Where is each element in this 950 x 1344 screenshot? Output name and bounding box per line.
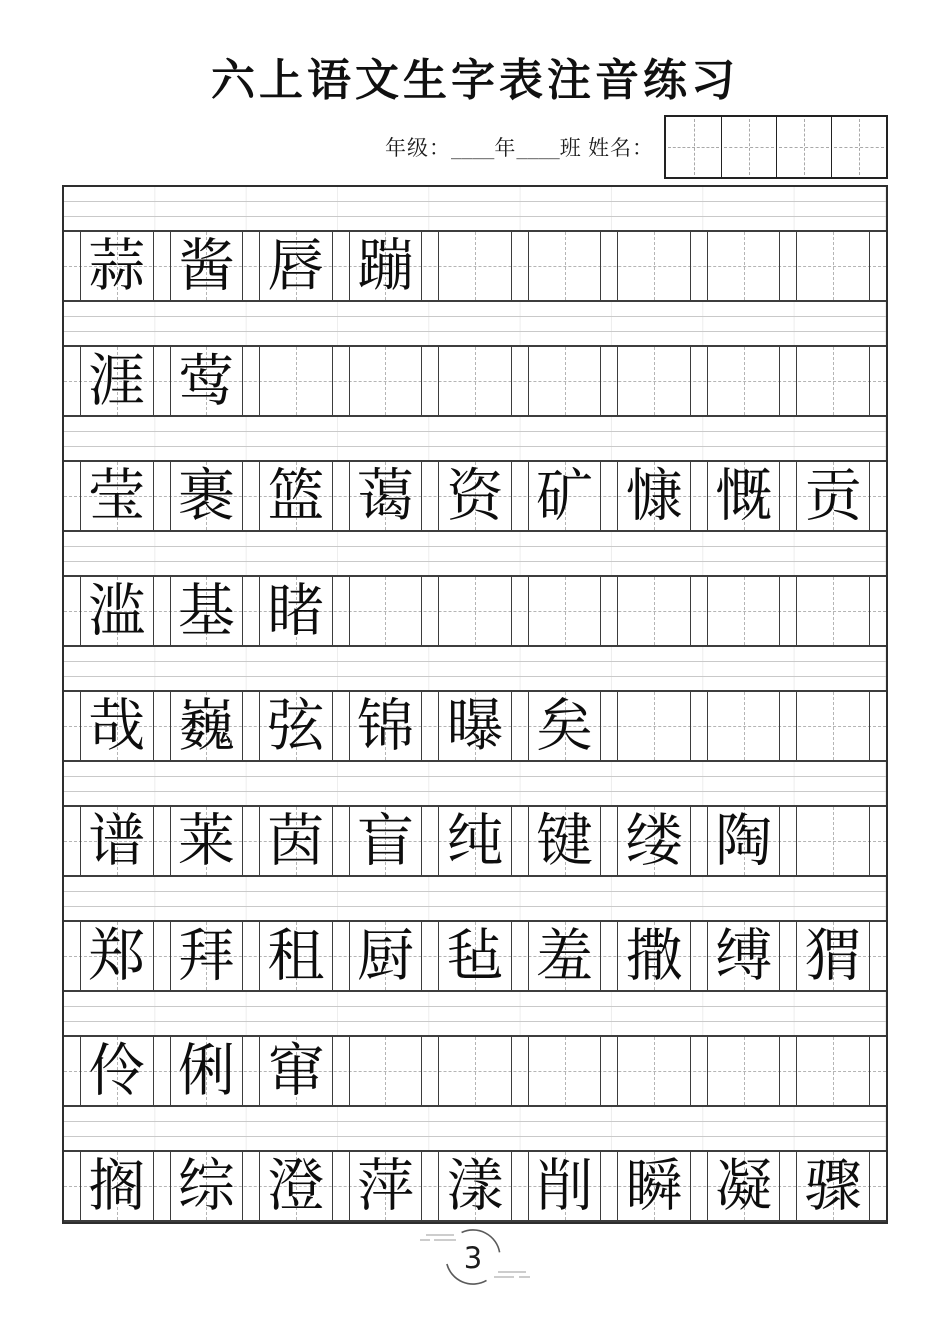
character: 哉 (88, 694, 146, 758)
box-spacer (64, 692, 80, 760)
character-box (528, 577, 602, 645)
box-spacer (780, 1037, 796, 1105)
character: 窜 (267, 1039, 325, 1103)
character-box (80, 692, 154, 760)
character: 缕 (625, 809, 683, 873)
box-spacer (691, 922, 707, 990)
pinyin-ruled-band (64, 417, 886, 460)
character-box (796, 1152, 870, 1220)
box-spacer (691, 1037, 707, 1105)
character: 滥 (88, 579, 146, 643)
year-blank: ____ (451, 139, 495, 160)
character: 酱 (177, 234, 235, 298)
box-spacer (333, 1037, 349, 1105)
box-spacer (601, 1152, 617, 1220)
character-box (170, 1037, 244, 1105)
character-box (170, 462, 244, 530)
character-box (438, 577, 512, 645)
box-spacer (422, 577, 438, 645)
box-spacer (243, 1152, 259, 1220)
box-spacer (512, 1152, 528, 1220)
character: 慷 (625, 464, 683, 528)
character-box (438, 1152, 512, 1220)
character-box (259, 347, 333, 415)
box-spacer (243, 347, 259, 415)
character-box (438, 922, 512, 990)
box-spacer (870, 347, 886, 415)
box-spacer (64, 807, 80, 875)
character: 谱 (88, 809, 146, 873)
character-box (259, 922, 333, 990)
character-box (259, 232, 333, 300)
character-box (170, 232, 244, 300)
character: 基 (177, 579, 235, 643)
pinyin-ruled-band (64, 877, 886, 920)
character-box (349, 922, 423, 990)
box-spacer (154, 462, 170, 530)
character-box (170, 577, 244, 645)
box-spacer (780, 347, 796, 415)
box-spacer (333, 1152, 349, 1220)
box-spacer (870, 922, 886, 990)
box-spacer (601, 1037, 617, 1105)
pinyin-ruled-band (64, 992, 886, 1035)
character: 矣 (536, 694, 594, 758)
character: 撒 (625, 924, 683, 988)
character-box (796, 577, 870, 645)
box-spacer (243, 232, 259, 300)
character-box (617, 232, 691, 300)
character-box (528, 807, 602, 875)
box-spacer (870, 807, 886, 875)
character-box (707, 232, 781, 300)
box-spacer (780, 462, 796, 530)
box-spacer (333, 462, 349, 530)
character-box (170, 692, 244, 760)
character: 篮 (267, 464, 325, 528)
box-spacer (691, 462, 707, 530)
box-spacer (512, 692, 528, 760)
box-spacer (870, 1037, 886, 1105)
character-box (707, 692, 781, 760)
box-spacer (691, 232, 707, 300)
character-box (259, 807, 333, 875)
character-box (796, 462, 870, 530)
character: 键 (536, 809, 594, 873)
pinyin-ruled-band (64, 1107, 886, 1150)
year-label: 年 (494, 136, 517, 160)
box-spacer (333, 692, 349, 760)
character: 猬 (804, 924, 862, 988)
character-box (528, 922, 602, 990)
box-spacer (601, 347, 617, 415)
character-box (170, 347, 244, 415)
box-spacer (512, 347, 528, 415)
character-box (528, 1037, 602, 1105)
character-box (349, 1037, 423, 1105)
character: 俐 (177, 1039, 235, 1103)
character: 唇 (267, 234, 325, 298)
practice-grid (62, 185, 888, 1224)
box-spacer (154, 577, 170, 645)
box-spacer (64, 347, 80, 415)
character-box (707, 1152, 781, 1220)
character: 陶 (715, 809, 773, 873)
character-box (349, 1152, 423, 1220)
box-spacer (154, 1152, 170, 1220)
character-box (617, 922, 691, 990)
character-box (259, 462, 333, 530)
box-spacer (691, 807, 707, 875)
box-spacer (154, 1037, 170, 1105)
box-spacer (512, 462, 528, 530)
character-box (796, 807, 870, 875)
character: 厨 (356, 924, 414, 988)
character: 缚 (715, 924, 773, 988)
character-box (796, 1037, 870, 1105)
character-box (259, 1037, 333, 1105)
box-spacer (422, 807, 438, 875)
box-spacer (64, 1152, 80, 1220)
student-info-header (62, 114, 888, 180)
character: 蔼 (356, 464, 414, 528)
box-spacer (870, 577, 886, 645)
box-spacer (64, 232, 80, 300)
box-spacer (422, 1037, 438, 1105)
character: 莱 (177, 809, 235, 873)
character: 蒜 (88, 234, 146, 298)
character-box (617, 1037, 691, 1105)
character-box (80, 577, 154, 645)
box-spacer (64, 577, 80, 645)
character: 涯 (88, 349, 146, 413)
box-spacer (422, 232, 438, 300)
character-box (796, 922, 870, 990)
class-blank: ____ (516, 139, 560, 160)
page-number: 3 (463, 1241, 483, 1275)
box-spacer (601, 577, 617, 645)
box-spacer (780, 577, 796, 645)
box-spacer (154, 232, 170, 300)
character: 萍 (356, 1154, 414, 1218)
box-spacer (243, 1037, 259, 1105)
box-spacer (601, 232, 617, 300)
box-spacer (780, 692, 796, 760)
character-box (438, 1037, 512, 1105)
character: 巍 (177, 694, 235, 758)
box-spacer (691, 1152, 707, 1220)
character-box (707, 347, 781, 415)
box-spacer (333, 807, 349, 875)
character: 锦 (356, 694, 414, 758)
character-box (796, 347, 870, 415)
box-spacer (870, 232, 886, 300)
box-spacer (422, 347, 438, 415)
name-grid (664, 115, 888, 179)
character-box (80, 1152, 154, 1220)
box-spacer (780, 232, 796, 300)
character-box (80, 232, 154, 300)
character-box (617, 347, 691, 415)
page-title: 六上语文生字表注音练习 (211, 56, 739, 105)
character: 综 (177, 1154, 235, 1218)
character-box (170, 807, 244, 875)
box-spacer (154, 692, 170, 760)
character: 瞬 (625, 1154, 683, 1218)
character: 郑 (88, 924, 146, 988)
box-spacer (422, 922, 438, 990)
character: 弦 (267, 694, 325, 758)
box-spacer (333, 347, 349, 415)
box-spacer (512, 1037, 528, 1105)
character: 盲 (356, 809, 414, 873)
name-grid-cell (721, 117, 776, 177)
box-spacer (422, 1152, 438, 1220)
box-spacer (870, 692, 886, 760)
box-spacer (243, 692, 259, 760)
box-spacer (154, 807, 170, 875)
character: 羞 (536, 924, 594, 988)
character: 裹 (177, 464, 235, 528)
box-spacer (601, 922, 617, 990)
character-box (259, 577, 333, 645)
character-box (349, 692, 423, 760)
character-box (528, 347, 602, 415)
character: 茵 (267, 809, 325, 873)
character-box (528, 462, 602, 530)
box-spacer (333, 577, 349, 645)
name-grid-cell (831, 117, 886, 177)
pinyin-ruled-band (64, 532, 886, 575)
character-row (64, 345, 886, 417)
character-box (349, 462, 423, 530)
box-spacer (154, 922, 170, 990)
character-box (796, 692, 870, 760)
pinyin-ruled-band (64, 187, 886, 230)
pinyin-ruled-band (64, 647, 886, 690)
box-spacer (64, 462, 80, 530)
box-spacer (691, 577, 707, 645)
cloud-marks-bottom-right (494, 1272, 530, 1277)
character-box (259, 1152, 333, 1220)
box-spacer (691, 347, 707, 415)
box-spacer (512, 807, 528, 875)
character-box (349, 807, 423, 875)
character-box (349, 232, 423, 300)
pinyin-ruled-band (64, 762, 886, 805)
box-spacer (243, 577, 259, 645)
character: 澄 (267, 1154, 325, 1218)
character-box (528, 232, 602, 300)
character-row (64, 1035, 886, 1107)
character-box (80, 922, 154, 990)
character-box (707, 577, 781, 645)
character: 凝 (715, 1154, 773, 1218)
character: 削 (536, 1154, 594, 1218)
character-box (438, 807, 512, 875)
character-box (617, 692, 691, 760)
box-spacer (243, 807, 259, 875)
box-spacer (780, 807, 796, 875)
character: 矿 (536, 464, 594, 528)
character: 伶 (88, 1039, 146, 1103)
box-spacer (870, 462, 886, 530)
box-spacer (691, 692, 707, 760)
character: 租 (267, 924, 325, 988)
box-spacer (601, 462, 617, 530)
character: 莺 (177, 349, 235, 413)
box-spacer (243, 462, 259, 530)
box-spacer (601, 692, 617, 760)
character-box (170, 1152, 244, 1220)
character: 慨 (715, 464, 773, 528)
character-row (64, 805, 886, 877)
character-box (438, 232, 512, 300)
character-box (617, 577, 691, 645)
character-box (349, 347, 423, 415)
character: 骤 (804, 1154, 862, 1218)
character-box (349, 577, 423, 645)
character: 拜 (177, 924, 235, 988)
box-spacer (422, 462, 438, 530)
character-row (64, 230, 886, 302)
character-box (707, 462, 781, 530)
character: 搁 (88, 1154, 146, 1218)
character-row (64, 1150, 886, 1222)
character-box (528, 1152, 602, 1220)
character: 毡 (446, 924, 504, 988)
character-box (438, 692, 512, 760)
box-spacer (333, 232, 349, 300)
box-spacer (333, 922, 349, 990)
box-spacer (422, 692, 438, 760)
box-spacer (512, 922, 528, 990)
box-spacer (870, 1152, 886, 1220)
pinyin-ruled-band (64, 302, 886, 345)
character: 纯 (446, 809, 504, 873)
character-box (438, 347, 512, 415)
student-info-labels (385, 132, 654, 162)
name-grid-cell (776, 117, 831, 177)
box-spacer (780, 1152, 796, 1220)
character-box (617, 462, 691, 530)
box-spacer (512, 232, 528, 300)
box-spacer (64, 1037, 80, 1105)
character-box (707, 1037, 781, 1105)
character-box (259, 692, 333, 760)
box-spacer (64, 922, 80, 990)
character: 睹 (267, 579, 325, 643)
character: 莹 (88, 464, 146, 528)
character-box (80, 462, 154, 530)
box-spacer (512, 577, 528, 645)
page-number-stamp (410, 1214, 540, 1300)
box-spacer (780, 922, 796, 990)
character-row (64, 460, 886, 532)
character: 贡 (804, 464, 862, 528)
character-box (80, 347, 154, 415)
character: 漾 (446, 1154, 504, 1218)
character-box (617, 1152, 691, 1220)
grade-label: 年级： (385, 136, 452, 160)
name-label: 姓名： (588, 136, 654, 160)
character-box (707, 807, 781, 875)
character: 蹦 (356, 234, 414, 298)
character-row (64, 690, 886, 762)
character-box (528, 692, 602, 760)
box-spacer (243, 922, 259, 990)
character-box (170, 922, 244, 990)
character-box (80, 807, 154, 875)
character: 曝 (446, 694, 504, 758)
character-box (617, 807, 691, 875)
class-label: 班 (559, 136, 582, 160)
name-grid-cell (666, 117, 721, 177)
box-spacer (601, 807, 617, 875)
character: 资 (446, 464, 504, 528)
character-box (80, 1037, 154, 1105)
character-row (64, 575, 886, 647)
character-box (796, 232, 870, 300)
character-box (438, 462, 512, 530)
character-box (707, 922, 781, 990)
cloud-marks-top-left (420, 1235, 456, 1240)
character-row (64, 920, 886, 992)
box-spacer (154, 347, 170, 415)
